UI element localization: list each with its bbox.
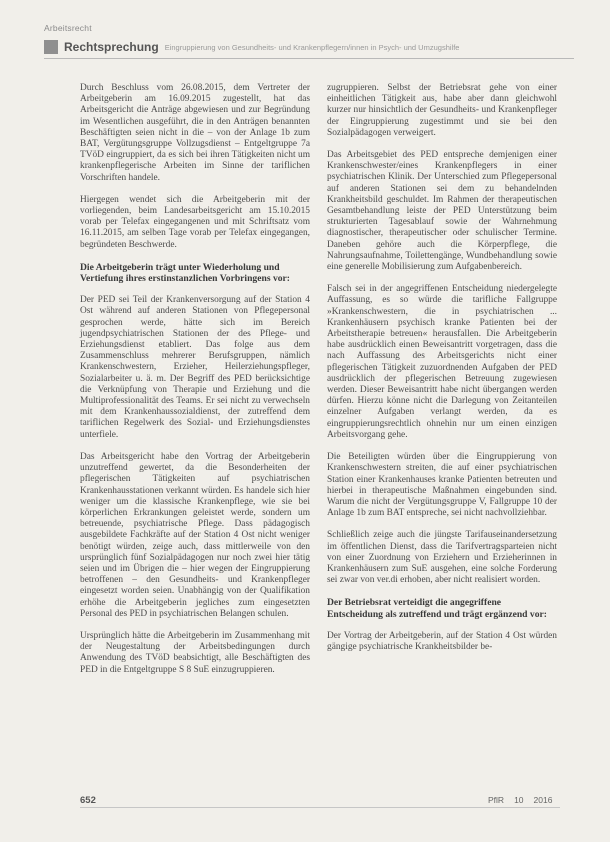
paragraph: Ursprünglich hätte die Arbeitgeberin im Zusammenhang mit der Neugestaltung der Arbeitsbedingungen durch Anwendung des TVöD beabsichtigt, alle Beschäftigten des PED in die Entgeltgruppe S 8 SuE einzugruppieren.	[80, 630, 310, 675]
section-heading: Die Arbeitgeberin trägt unter Wiederholung und Vertiefung ihres erstinstanzlichen Vorbringens vor:	[80, 261, 290, 285]
header-subtitle: Eingruppierung von Gesundheits- und Krankenpflegern/innen in Psych- und Umzugshilfe	[164, 42, 460, 52]
paragraph: Das Arbeitsgericht habe den Vortrag der Arbeitgeberin unzutreffend gewertet, da die Besonderheiten der pflegerischen Tätigkeiten auf psychiatrischen Krankenhausstationen verkannt würden. Es handele sich hier weniger um die klassische Krankenpflege, wie sie bei körperlichen Erkrankungen geleistet werde, sondern um betreuende, psychiatrische Pflege. Dass pädagogisch ausgebildete Fachkräfte auf der Station 4 Ost nicht weniger benötigt würden, zeige auch, dass mittlerweile von den ursprünglich fünf Sozialpädagogen nur noch zwei hier tätig seien und im Übrigen die – hier wegen der Eingruppierung betroffenen – den Gesundheits- und Krankenpfleger eingesetzt worden seien. Unabhängig von der Qualifikation erhöhe die Arbeitgeberin jegliches zum eingesetzten Personal des PED in psychiatrischen Belangen schulen.	[80, 451, 310, 619]
journal-name: PflR	[488, 795, 505, 805]
left-column	[80, 83, 310, 687]
paragraph: Schließlich zeige auch die jüngste Tarifauseinandersetzung im öffentlichen Dienst, dass die Tarifvertragsparteien nicht von einer Zuordnung von Erziehern und Erzieherinnen in Krankenhäusern zum SuE ausgehen, eine solche Forderung sei zwar von ver.di erhoben, aber nicht realisiert worden.	[327, 530, 557, 586]
page-number: 652	[80, 795, 96, 806]
right-column	[327, 83, 557, 664]
paragraph: Der PED sei Teil der Krankenversorgung auf der Station 4 Ost während auf anderen Stationen von Pflegepersonal gesprochen werde, hätte sich im Bereich jugendpsychiatrischen Stationen der des Pflege- und Erziehungsdienst etabliert. Das folge aus dem Zusammenschluss mehrerer Berufsgruppen, nämlich Krankenschwestern, Erzieher, Heilerziehungspfleger, Sozialarbeiter u. ä. m. Der Begriff des PED berücksichtige die Verknüpfung von Therapie und Erziehung und die Multiprofessionalität des Teams. Er sei nicht zu verwechseln mit dem Krankenhaussozialdienst, der zutreffend dem tariflichen Regelwerk des Sozial- und Erziehungsdienstes unterfiele.	[80, 295, 310, 440]
header-marker-square	[44, 40, 58, 54]
paragraph: Das Arbeitsgebiet des PED entspreche demjenigen einer Krankenschwester/eines Krankenpflegers in einer psychiatrischen Klinik. Der Unterschied zum Pflegepersonal auf anderen Stationen sei dem zu behandelnden Krankheitsbild geschuldet. Im Rahmen der therapeutischen Gesamtbehandlung leiste der PED Unterstützung beim strukturierten Tagesablauf sowie der Wahrnehmung diagnostischer, therapeutischer oder schulischer Termine. Daneben gehöre auch die Körperpflege, die Nahrungsaufnahme, Toilettengänge, Wundbehandlung sowie eine generelle Mobilisierung zum Aufgabenbereich.	[327, 150, 557, 273]
journal-year: 2016	[533, 795, 553, 805]
section-heading: Der Betriebsrat verteidigt die angegriffene Entscheidung als zutreffend und trägt ergänzend vor:	[327, 597, 547, 620]
journal-reference	[488, 795, 552, 805]
header-title: Rechtsprechung	[64, 40, 159, 54]
section-label: Arbeitsrecht	[44, 23, 92, 33]
paragraph: zugruppieren. Selbst der Betriebsrat gehe von einer einheitlichen Tätigkeit aus, habe aber dann gleichwohl kurzer nur hinsichtlich der Gesundheits- und Krankenpfleger der Eingruppierung zugestimmt und sie bei den Sozialpädagogen verweigert.	[327, 83, 557, 138]
article-header	[44, 36, 574, 59]
journal-issue: 10	[514, 795, 524, 805]
paragraph: Falsch sei in der angegriffenen Entscheidung niedergelegte Auffassung, es so würde die tarifliche Fallgruppe »Krankenschwestern, die in psychiatrischen ... Krankenhäusern psychisch kranke Patienten bei der Arbeitstherapie betreuen« herausfallen. Die Arbeitgeberin habe ausdrücklich einen Beweisantritt vorgetragen, dass die nach Auffassung des Arbeitsgerichts nicht einer pflegerischen Tätigkeit zuzuordnenden Aufgaben der PED ausdrücklich der pflegerischen Betreuung zugewiesen werden. Dieser Beweisantritt habe nicht übergangen werden dürfen. Hierzu könne nicht die Darlegung von Zeitanteilen einzelner Aufgaben verlangt werden, da es eingruppierungsrechtlich ohnehin nur um einen einzigen Arbeitsvorgang gehe.	[327, 284, 557, 440]
paragraph: Die Beteiligten würden über die Eingruppierung von Krankenschwestern streiten, die auf einer psychiatrischen Station einer Krankenhauses kranke Patienten betreuten und hierbei in therapeutische Maßnahmen eingebunden sind. Warum die nicht der Vergütungsgruppe V, Fallgruppe 10 der Anlage 1b zum BAT entspreche, sei nicht nachvollziehbar.	[327, 452, 557, 519]
footer-divider	[80, 807, 560, 808]
paragraph: Hiergegen wendet sich die Arbeitgeberin mit der vorliegenden, beim Landesarbeitsgericht am 15.10.2015 vorab per Telefax eingegangenen und mit Schriftsatz vom 16.11.2015, am selben Tage vorab per Telefax eingegangen, begründeten Beschwerde.	[80, 194, 310, 250]
paragraph: Der Vortrag der Arbeitgeberin, auf der Station 4 Ost würden gängige psychiatrische Krankheitsbilder be-	[327, 630, 557, 652]
paragraph: Durch Beschluss vom 26.08.2015, dem Vertreter der Arbeitgeberin am 16.09.2015 zugestellt, hat das Arbeitsgericht die Anträge abgewiesen und zur Begründung im Wesentlichen ausgeführt, die in den Anträgen benannten Beschäftigten seien nicht in die – von der Anlage 1b zum BAT, Vergütungsgruppe Vollzugsdienst – Entgeltgruppe 7a TVöD eingruppiert, da es sich bei ihren Tätigkeiten nicht um krankenpflegerische Arbeiten im Sinne der tariflichen Vorschriften handele.	[80, 83, 310, 183]
